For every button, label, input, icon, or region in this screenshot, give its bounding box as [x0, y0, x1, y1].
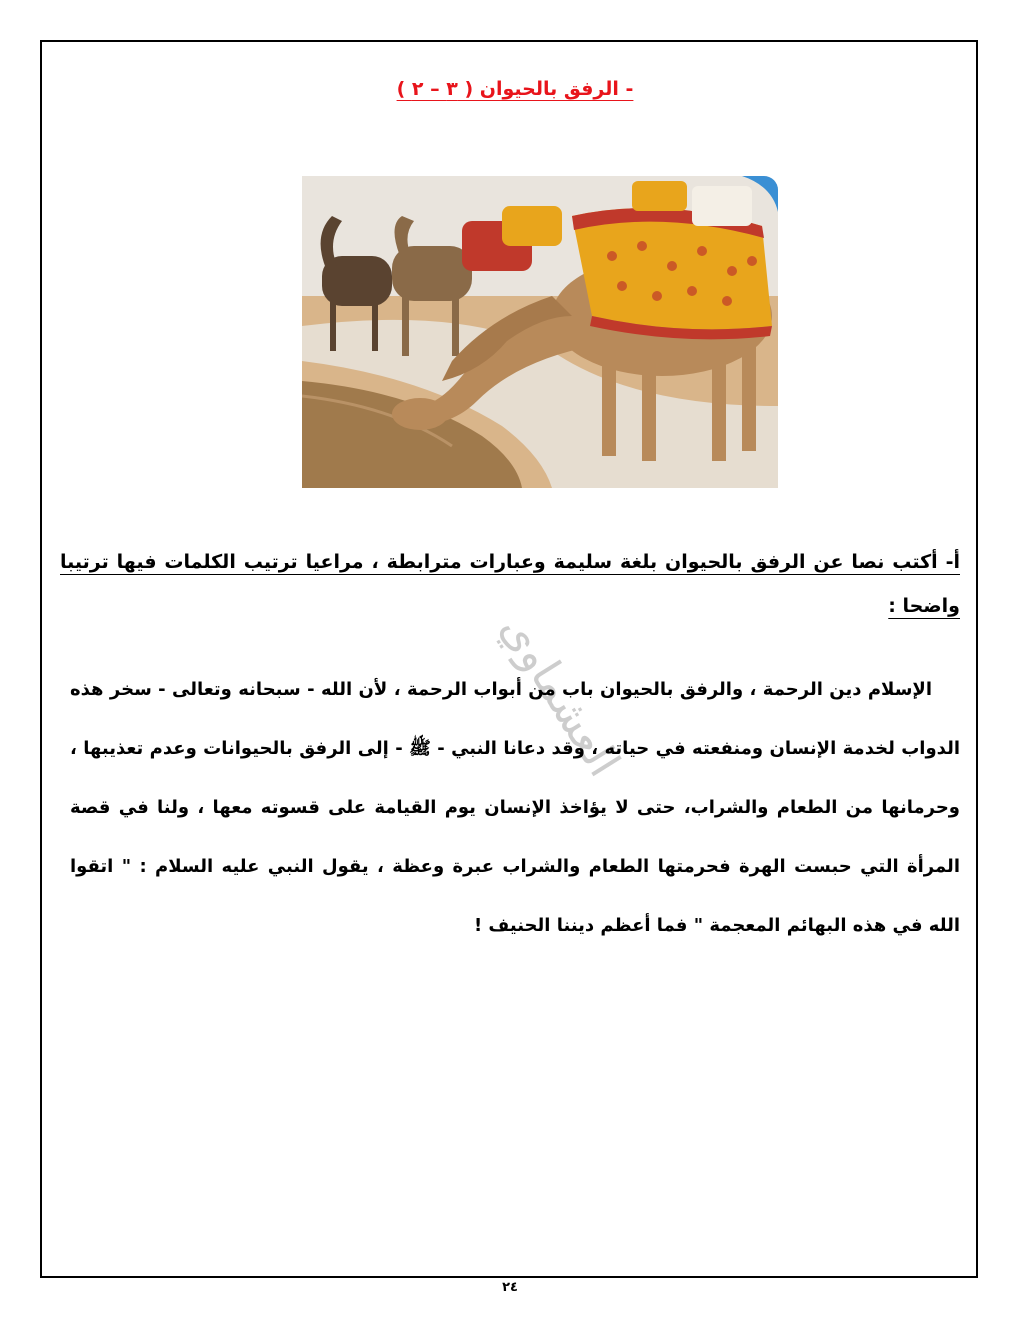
body-paragraph: الإسلام دين الرحمة ، والرفق بالحيوان باب من أبواب الرحمة ، لأن الله - سبحانه وتعالى - سخر هذه الدواب لخدمة الإنسان ومنفعته في حياته ، وقد دعانا النبي - ﷺ - إلى الرفق بالحيوانات وعدم تعذيبها ، وحرمانها من الطعام والشراب، حتى لا يؤاخذ الإنسان يوم القيامة على قسوته معها ، ولنا في قصة المرأة التي حبست الهرة فحرمتها الطعام والشراب عبرة وعظة ، يقول النبي عليه السلام : " اتقوا الله في هذه البهائم المعجمة " فما أعظم ديننا الحنيف ! — [70, 679, 960, 936]
page-number: ٢٤ — [502, 1280, 518, 1295]
task-prompt: أ- أكتب نصا عن الرفق بالحيوان بلغة سليمة وعبارات مترابطة ، مراعيا ترتيب الكلمات فيها ترتيبا واضحا : — [60, 551, 960, 617]
watermark: العشماوي — [490, 605, 630, 786]
page-title: - الرفق بالحيوان ( ٣ – ٢ ) — [396, 78, 634, 100]
camels-photo — [302, 176, 778, 488]
